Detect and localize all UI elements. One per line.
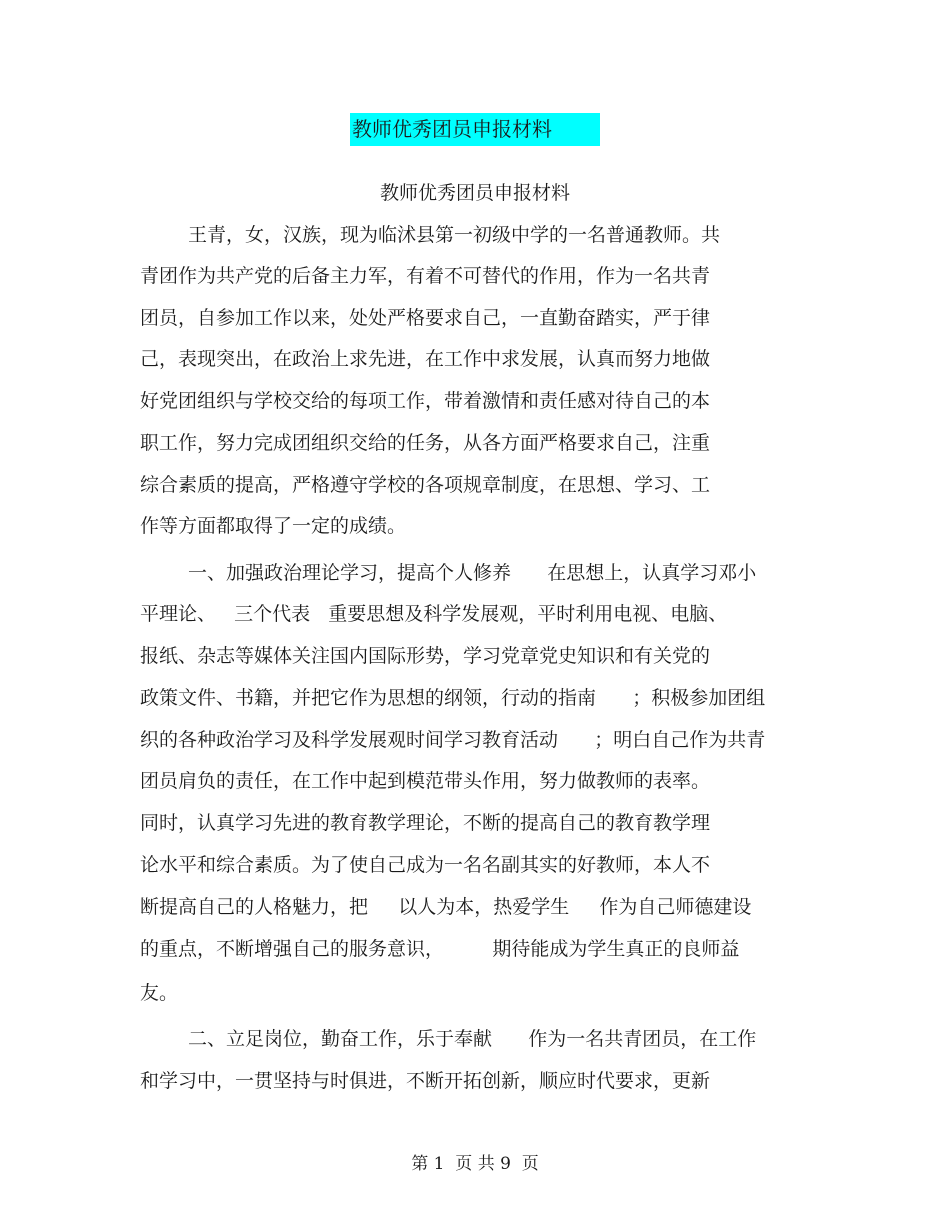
body-line-3: 团员，自参加工作以来，处处严格要求自己，一直勤奋踏实，严于律 — [140, 307, 711, 329]
body-line-12: 政策文件、书籍，并把它作为思想的纲领，行动的指南 ；积极参加团组 — [140, 687, 766, 709]
body-line-4: 己，表现突出，在政治上求先进，在工作中求发展，认真而努力地做 — [140, 348, 711, 370]
body-line-10: 平理论、 三个代表 重要思想及科学发展观，平时利用电视、电脑、 — [140, 603, 728, 625]
body-line-17: 断提高自己的人格魅力，把 以人为本，热爱学生 作为自己师德建设 — [140, 896, 752, 918]
body-line-13: 织的各种政治学习及科学发展观时间学习教育活动 ；明白自己作为共青 — [140, 729, 766, 751]
body-line-20: 二、立足岗位，勤奋工作，乐于奉献 作为一名共青团员，在工作 — [188, 1028, 757, 1050]
document-subtitle: 教师优秀团员申报材料 — [379, 182, 570, 204]
body-line-21: 和学习中，一贯坚持与时俱进，不断开拓创新，顺应时代要求，更新 — [140, 1070, 711, 1092]
page-number-footer: 第 1 页 共 9 页 — [411, 1154, 539, 1174]
body-line-2: 青团作为共产党的后备主力军，有着不可替代的作用，作为一名共青 — [140, 265, 711, 287]
body-line-11: 报纸、杂志等媒体关注国内国际形势，学习党章党史知识和有关党的 — [140, 645, 711, 667]
body-line-16: 论水平和综合素质。为了使自己成为一名名副其实的好教师，本人不 — [140, 854, 711, 876]
body-line-14: 团员肩负的责任，在工作中起到模范带头作用，努力做教师的表率。 — [140, 770, 711, 792]
body-line-15: 同时，认真学习先进的教育教学理论，不断的提高自己的教育教学理 — [140, 812, 711, 834]
body-line-1: 王青，女，汉族，现为临沭县第一初级中学的一名普通教师。共 — [188, 224, 721, 246]
highlighted-document-title: 教师优秀团员申报材料 — [350, 113, 600, 146]
body-line-6: 职工作，努力完成团组织交给的任务，从各方面严格要求自己，注重 — [140, 432, 711, 454]
body-line-7: 综合素质的提高，严格遵守学校的各项规章制度，在思想、学习、工 — [140, 474, 711, 496]
body-line-5: 好党团组织与学校交给的每项工作，带着激情和责任感对待自己的本 — [140, 390, 711, 412]
body-line-9: 一、加强政治理论学习，提高个人修养 在思想上，认真学习邓小 — [188, 562, 757, 584]
body-line-19: 友。 — [140, 982, 179, 1004]
body-line-18: 的重点，不断增强自己的服务意识， 期待能成为学生真正的良师益 — [140, 938, 740, 960]
body-line-8: 作等方面都取得了一定的成绩。 — [140, 515, 407, 537]
